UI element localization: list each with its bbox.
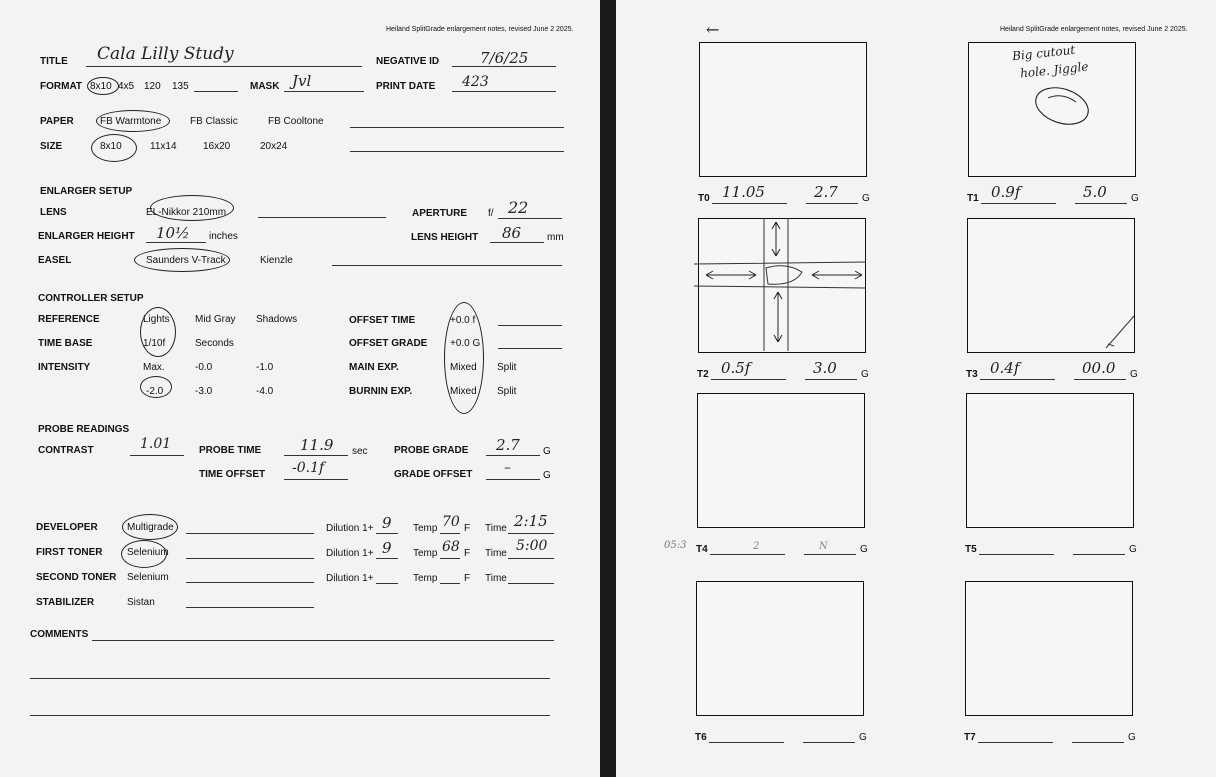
- intensity-option-2[interactable]: -2.0: [146, 386, 164, 397]
- probe-time-line: [284, 455, 348, 456]
- reference-option-shadows[interactable]: Shadows: [256, 314, 298, 325]
- test-grade-unit-t1: G: [1131, 193, 1139, 204]
- intensity-option-4[interactable]: -4.0: [256, 386, 274, 397]
- reference-option-midgray[interactable]: Mid Gray: [195, 314, 236, 325]
- probe-grade-label: PROBE GRADE: [394, 445, 469, 456]
- title-line: [86, 66, 362, 67]
- format-option-120[interactable]: 120: [144, 81, 161, 92]
- sheet-header-right: Heiland SplitGrade enlargement notes, revised June 2 2025.: [1000, 26, 1188, 33]
- intensity-circle: [140, 376, 172, 398]
- size-option-11x14[interactable]: 11x14: [150, 141, 177, 152]
- lens-value[interactable]: EL-Nikkor 210mm: [146, 207, 227, 218]
- stabilizer-label: STABILIZER: [36, 597, 95, 608]
- test-grade-unit-t6: G: [859, 732, 867, 743]
- probe-grade-line: [486, 455, 540, 456]
- second-toner-time-label: Time: [485, 573, 507, 584]
- developer-dilution-line: [376, 533, 398, 534]
- offset-grade-label: OFFSET GRADE: [349, 338, 428, 349]
- enlarger-setup-heading: ENLARGER SETUP: [40, 186, 133, 197]
- easel-option-kienzle[interactable]: Kienzle: [260, 255, 293, 266]
- test-grade-line-t7: [1072, 742, 1124, 743]
- stabilizer-value[interactable]: Sistan: [127, 597, 155, 608]
- first-toner-temp-value[interactable]: 68: [442, 539, 460, 555]
- first-toner-circle: [121, 540, 167, 568]
- handdrawn-marks: [616, 0, 1216, 777]
- test-label-t2: T2: [697, 369, 709, 380]
- developer-circle: [122, 514, 178, 540]
- test-grade-line-t6: [803, 742, 855, 743]
- right-worksheet: [616, 0, 1216, 777]
- format-label: FORMAT: [40, 81, 83, 92]
- probe-readings-heading: PROBE READINGS: [38, 424, 130, 435]
- first-toner-temp-unit: F: [464, 548, 471, 559]
- paper-other-line: [350, 127, 564, 128]
- format-option-8x10[interactable]: 8x10: [90, 81, 112, 92]
- first-toner-value[interactable]: Selenium: [127, 547, 169, 558]
- second-toner-dilution-line: [376, 583, 398, 584]
- comments-label: COMMENTS: [30, 629, 89, 640]
- probe-grade-unit: G: [543, 446, 551, 457]
- developer-dilution-label: Dilution 1+: [326, 523, 374, 534]
- first-toner-time-value[interactable]: 5:00: [516, 538, 548, 554]
- enlarger-height-line: [146, 242, 206, 243]
- print-date-label: PRINT DATE: [376, 81, 436, 92]
- aperture-label: APERTURE: [412, 208, 468, 219]
- t4-note-a: 2: [753, 541, 760, 552]
- aperture-prefix: f/: [488, 208, 494, 219]
- probe-time-unit: sec: [352, 446, 368, 457]
- first-toner-temp-label: Temp: [413, 548, 438, 559]
- test-label-t7: T7: [964, 732, 976, 743]
- paper-label: PAPER: [40, 116, 74, 127]
- test-time-line-t7: [978, 742, 1053, 743]
- developer-label: DEVELOPER: [36, 522, 98, 533]
- comments-line-3: [30, 715, 550, 716]
- test-grade-unit-t5: G: [1129, 544, 1137, 555]
- grade-offset-value[interactable]: –: [504, 460, 511, 476]
- developer-dilution-value[interactable]: 9: [382, 514, 392, 532]
- developer-temp-line: [440, 533, 460, 534]
- test-grade-value-t1[interactable]: 5.0: [1083, 183, 1107, 201]
- mask-value[interactable]: Jvl: [292, 72, 312, 90]
- intensity-label: INTENSITY: [38, 362, 91, 373]
- probe-grade-value[interactable]: 2.7: [496, 436, 520, 454]
- contrast-line: [130, 455, 184, 456]
- second-toner-line: [186, 582, 314, 583]
- test-grade-value-t2[interactable]: 3.0: [813, 359, 837, 377]
- test-grade-unit-t7: G: [1128, 732, 1136, 743]
- stabilizer-line: [186, 607, 314, 608]
- offset-exp-circle: [444, 302, 484, 414]
- first-toner-dilution-label: Dilution 1+: [326, 548, 374, 559]
- main-exp-label: MAIN EXP.: [349, 362, 399, 373]
- t1-note-line1: Big cutout: [1011, 42, 1076, 64]
- developer-time-value[interactable]: 2:15: [514, 512, 548, 530]
- test-grade-value-t3[interactable]: 00.0: [1082, 359, 1116, 377]
- test-grade-line-t0: [806, 203, 858, 204]
- test-time-value-t2[interactable]: 0.5f: [721, 359, 751, 377]
- test-time-line-t1: [981, 203, 1056, 204]
- reference-timebase-circle: [140, 307, 176, 357]
- developer-temp-label: Temp: [413, 523, 438, 534]
- developer-time-line: [508, 533, 554, 534]
- test-label-t4: T4: [696, 544, 708, 555]
- developer-line: [186, 533, 314, 534]
- second-toner-time-line: [508, 583, 554, 584]
- test-label-t0: T0: [698, 193, 710, 204]
- paper-option-classic[interactable]: FB Classic: [190, 116, 238, 127]
- burnin-exp-label: BURNIN EXP.: [349, 386, 413, 397]
- test-grade-value-t0[interactable]: 2.7: [814, 183, 838, 201]
- format-option-135[interactable]: 135: [172, 81, 189, 92]
- enlarger-height-value[interactable]: 10½: [156, 224, 190, 242]
- test-label-t1: T1: [967, 193, 979, 204]
- lens-height-unit: mm: [547, 232, 564, 243]
- test-time-line-t6: [709, 742, 784, 743]
- offset-time-value[interactable]: +0.0 f: [450, 315, 476, 326]
- first-toner-label: FIRST TONER: [36, 547, 103, 558]
- size-circle: [91, 134, 137, 162]
- first-toner-time-line: [508, 558, 554, 559]
- lens-height-line: [490, 242, 544, 243]
- grade-offset-unit: G: [543, 470, 551, 481]
- easel-other-line: [332, 265, 562, 266]
- timebase-option-seconds[interactable]: Seconds: [195, 338, 234, 349]
- second-toner-value[interactable]: Selenium: [127, 572, 169, 583]
- developer-temp-unit: F: [464, 523, 471, 534]
- main-exp-option-mixed[interactable]: Mixed: [450, 362, 477, 373]
- size-other-line: [350, 151, 564, 152]
- reference-label: REFERENCE: [38, 314, 100, 325]
- time-offset-label: TIME OFFSET: [199, 469, 266, 480]
- lens-label: LENS: [40, 207, 67, 218]
- first-toner-temp-line: [440, 558, 460, 559]
- test-time-line-t4: [710, 554, 785, 555]
- test-time-value-t0[interactable]: 11.05: [722, 183, 765, 201]
- probe-time-value[interactable]: 11.9: [300, 436, 334, 454]
- size-option-20x24[interactable]: 20x24: [260, 141, 288, 152]
- test-grade-unit-t0: G: [862, 193, 870, 204]
- title-value[interactable]: Cala Lilly Study: [97, 44, 234, 64]
- offset-time-label: OFFSET TIME: [349, 315, 416, 326]
- easel-label: EASEL: [38, 255, 72, 266]
- first-toner-line: [186, 558, 314, 559]
- controller-setup-heading: CONTROLLER SETUP: [38, 293, 144, 304]
- second-toner-dilution-label: Dilution 1+: [326, 573, 374, 584]
- second-toner-temp-label: Temp: [413, 573, 438, 584]
- developer-temp-value[interactable]: 70: [442, 514, 460, 530]
- left-worksheet: [0, 0, 600, 777]
- timebase-option-tenths[interactable]: 1/10f: [143, 338, 166, 349]
- test-time-line-t0: [712, 203, 787, 204]
- burnin-exp-option-mixed[interactable]: Mixed: [450, 386, 477, 397]
- paper-option-warmtone[interactable]: FB Warmtone: [100, 116, 162, 127]
- aperture-line: [498, 218, 562, 219]
- size-label: SIZE: [40, 141, 63, 152]
- enlarger-height-unit: inches: [209, 231, 238, 242]
- test-time-line-t3: [980, 379, 1055, 380]
- test-time-value-t3[interactable]: 0.4f: [990, 359, 1020, 377]
- test-time-line-t2: [711, 379, 786, 380]
- test-grade-line-t1: [1075, 203, 1127, 204]
- grade-offset-label: GRADE OFFSET: [394, 469, 473, 480]
- test-label-t3: T3: [966, 369, 978, 380]
- test-label-t6: T6: [695, 732, 707, 743]
- test-grade-line-t2: [805, 379, 857, 380]
- intensity-option-max[interactable]: Max.: [143, 362, 165, 373]
- reference-option-lights[interactable]: Lights: [143, 314, 170, 325]
- first-toner-time-label: Time: [485, 548, 507, 559]
- test-grade-unit-t2: G: [861, 369, 869, 380]
- offset-grade-value[interactable]: +0.0 G: [450, 338, 481, 349]
- probe-time-label: PROBE TIME: [199, 445, 262, 456]
- mask-label: MASK: [250, 81, 280, 92]
- offset-time-line: [498, 325, 562, 326]
- first-toner-dilution-value[interactable]: 9: [382, 539, 392, 557]
- lens-circle: [150, 195, 234, 221]
- second-toner-temp-line: [440, 583, 460, 584]
- format-option-4x5[interactable]: 4x5: [118, 81, 135, 92]
- comments-line-1: [92, 640, 554, 641]
- test-grade-line-t4: [804, 554, 856, 555]
- second-toner-label: SECOND TONER: [36, 572, 117, 583]
- size-option-8x10[interactable]: 8x10: [100, 141, 122, 152]
- easel-circle: [134, 248, 230, 272]
- lens-other-line: [258, 217, 386, 218]
- negative-id-label: NEGATIVE ID: [376, 56, 440, 67]
- first-toner-dilution-line: [376, 558, 398, 559]
- lens-height-value[interactable]: 86: [502, 224, 522, 242]
- intensity-option-1[interactable]: -1.0: [256, 362, 274, 373]
- format-other-line: [194, 91, 238, 92]
- test-grade-unit-t4: G: [860, 544, 868, 555]
- test-time-value-t1[interactable]: 0.9f: [991, 183, 1021, 201]
- timebase-label: TIME BASE: [38, 338, 93, 349]
- intensity-option-0[interactable]: -0.0: [195, 362, 213, 373]
- t4-note-b: N: [819, 541, 828, 552]
- easel-option-saunders[interactable]: Saunders V-Track: [146, 255, 226, 266]
- second-toner-temp-unit: F: [464, 573, 471, 584]
- size-option-16x20[interactable]: 16x20: [203, 141, 231, 152]
- print-date-value[interactable]: 423: [462, 74, 489, 90]
- test-grade-line-t3: [1074, 379, 1126, 380]
- print-date-line: [452, 91, 556, 92]
- contrast-label: CONTRAST: [38, 445, 94, 456]
- format-circle: [87, 77, 119, 95]
- sheet-header: Heiland SplitGrade enlargement notes, revised June 2 2025.: [386, 26, 574, 33]
- t4-side-note: 05:3: [664, 540, 687, 551]
- mask-line: [284, 91, 364, 92]
- intensity-option-3[interactable]: -3.0: [195, 386, 213, 397]
- time-offset-value[interactable]: -0.1f: [292, 460, 325, 476]
- test-grade-line-t5: [1073, 554, 1125, 555]
- burnin-exp-option-split[interactable]: Split: [497, 386, 517, 397]
- offset-grade-line: [498, 348, 562, 349]
- developer-value[interactable]: Multigrade: [127, 522, 174, 533]
- t1-note-line2: hole. Jiggle: [1019, 59, 1090, 81]
- test-time-line-t5: [979, 554, 1054, 555]
- main-exp-option-split[interactable]: Split: [497, 362, 517, 373]
- negative-id-value[interactable]: 7/6/25: [480, 49, 529, 67]
- test-label-t5: T5: [965, 544, 977, 555]
- lens-height-label: LENS HEIGHT: [411, 232, 479, 243]
- back-arrow-note: ←: [706, 20, 720, 39]
- aperture-value[interactable]: 22: [508, 198, 529, 217]
- paper-circle: [96, 110, 170, 132]
- enlarger-height-label: ENLARGER HEIGHT: [38, 231, 135, 242]
- title-label: TITLE: [40, 56, 68, 67]
- contrast-value[interactable]: 1.01: [140, 436, 172, 452]
- grade-offset-line: [486, 479, 540, 480]
- paper-option-cooltone[interactable]: FB Cooltone: [268, 116, 324, 127]
- time-offset-line: [284, 479, 348, 480]
- developer-time-label: Time: [485, 523, 507, 534]
- test-grade-unit-t3: G: [1130, 369, 1138, 380]
- comments-line-2: [30, 678, 550, 679]
